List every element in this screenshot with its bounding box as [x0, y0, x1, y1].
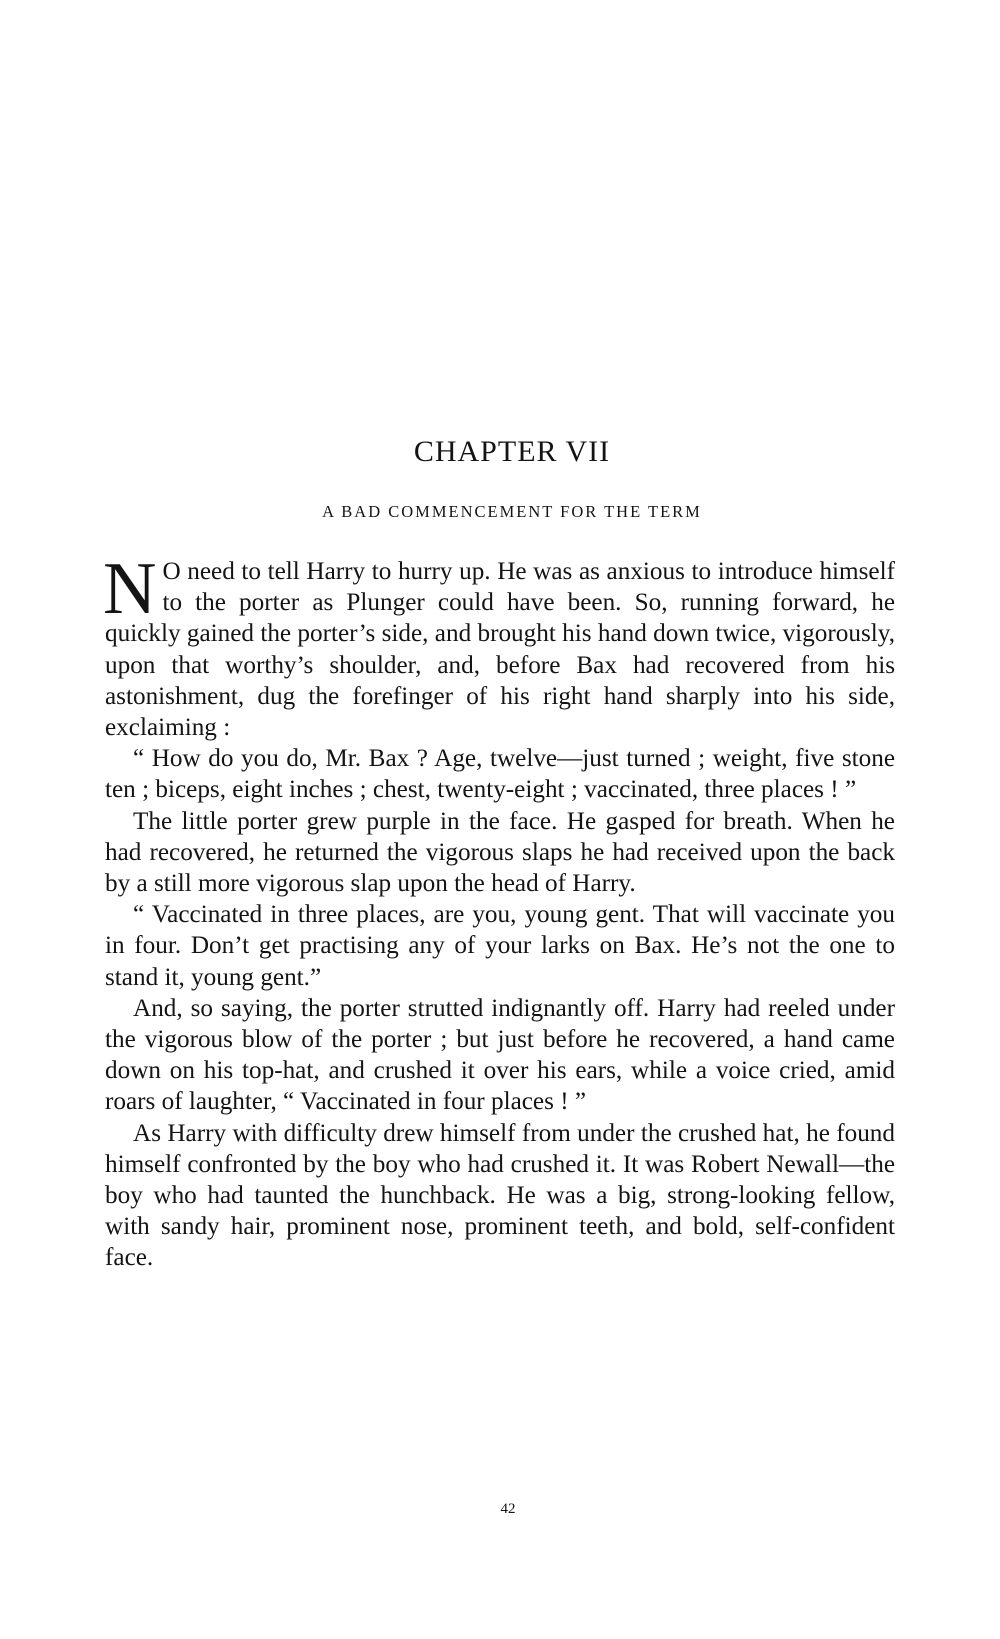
- chapter-subtitle: A BAD COMMENCEMENT FOR THE TERM: [322, 502, 702, 521]
- paragraph-1-text: O need to tell Harry to hurry up. He was as anxious to introduce himself to the porter as Plunger could have been. So, running forward, he quickly gained the porter’s side, and brought his hand down twice, vigorously, upon that worthy’s shoulder, and, before Bax had recovered from his astonishment, dug the forefinger of his right hand sharply into his side, exclaiming :: [105, 558, 895, 742]
- chapter-title: CHAPTER VII: [413, 435, 611, 468]
- page-number: 42: [500, 1501, 516, 1517]
- paragraph-3: The little porter grew purple in the face. He gasped for breath. When he had recovered, he returned the vigorous slaps he had received upon the back by a still more vigorous slap upon the head of Harry.: [105, 807, 895, 898]
- paragraph-5: And, so saying, the porter strutted indignantly off. Harry had reeled under the vigorous blow of the porter ; but just before he recovered, a hand came down on his top-hat, and crushed it over his ears, while a voice cried, amid roars of laughter, “ Vaccinated in four places ! ”: [105, 994, 895, 1116]
- paragraph-4: “ Vaccinated in three places, are you, young gent. That will vaccinate you in four. Don’t get practising any of your larks on Bax. He’s not the one to stand it, young gent.”: [105, 901, 895, 991]
- paragraph-2: “ How do you do, Mr. Bax ? Age, twelve—just turned ; weight, five stone ten ; biceps, eight inches ; chest, twenty-eight ; vaccinated, three places ! ”: [105, 745, 895, 804]
- drop-cap: N: [103, 548, 157, 630]
- body-text: [103, 548, 895, 1274]
- paragraph-1: [103, 548, 895, 743]
- paragraph-6: As Harry with difficulty drew himself from under the crushed hat, he found himself confronted by the boy who had crushed it. It was Robert Newall—the boy who had taunted the hunchback. He was a big, strong-looking fellow, with sandy hair, prominent nose, prominent teeth, and bold, self-confident face.: [105, 1119, 895, 1272]
